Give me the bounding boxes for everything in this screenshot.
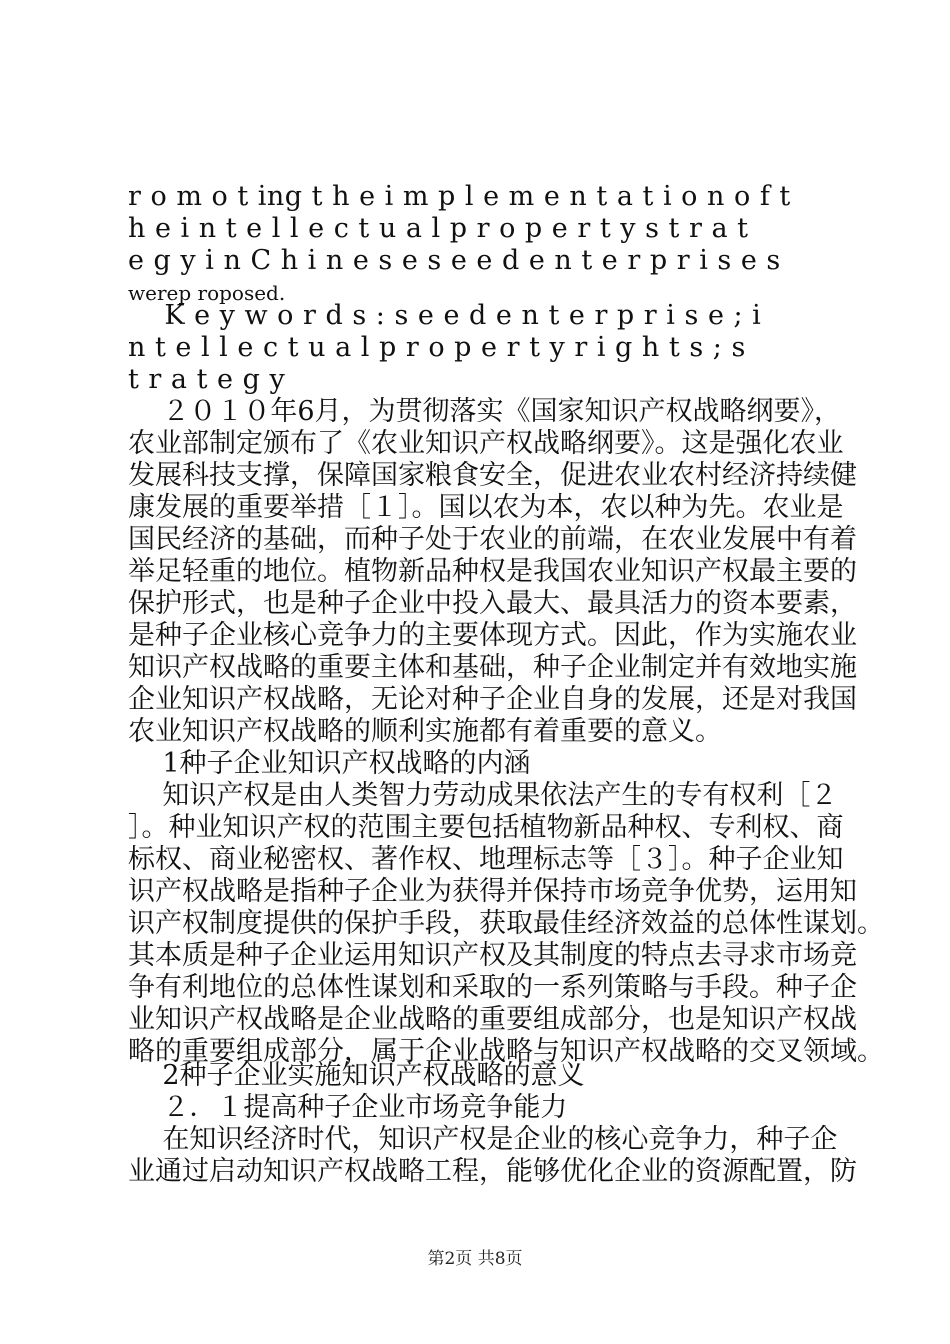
- body-line: 农业知识产权战略的顺利实施都有着重要的意义。: [128, 716, 722, 747]
- abstract-line: h e i n t e l l e c t u a l p r o p e r t y s t r a t: [128, 213, 749, 244]
- body-line: 其本质是种子企业运用知识产权及其制度的特点去寻求市场竞: [128, 940, 857, 971]
- body-line: 国民经济的基础，而种子处于农业的前端，在农业发展中有着: [128, 524, 857, 555]
- abstract-line: werep roposed.: [128, 281, 286, 305]
- body-line: 知识产权战略的重要主体和基础，种子企业制定并有效地实施: [128, 652, 857, 683]
- section-2: [128, 1060, 857, 1188]
- body-line: 标权、商业秘密权、著作权、地理标志等［３］。种子企业知: [128, 844, 844, 875]
- keywords-line: K e y w o r d s : s e e d e n t e r p r i s e ; i: [128, 300, 762, 331]
- section-heading: 2种子企业实施知识产权战略的意义: [128, 1060, 585, 1091]
- body-line: ２０１０年6月，为贯彻落实《国家知识产权战略纲要》，: [128, 396, 842, 427]
- subsection-heading: ２．１提高种子企业市场竞争能力: [128, 1092, 568, 1123]
- body-line: 争有利地位的总体性谋划和采取的一系列策略与手段。种子企: [128, 972, 857, 1003]
- keywords-line: n t e l l e c t u a l p r o p e r t y r i g h t s ; s: [128, 332, 746, 363]
- body-line: 业通过启动知识产权战略工程，能够优化企业的资源配置，防: [128, 1156, 857, 1187]
- body-line: 保护形式，也是种子企业中投入最大、最具活力的资本要素，: [128, 588, 857, 619]
- body-line: 发展科技支撑，保障国家粮食安全，促进农业农村经济持续健: [128, 460, 857, 491]
- keywords: [128, 300, 828, 396]
- body-line: 识产权战略是指种子企业为获得并保持市场竞争优势，运用知: [128, 876, 857, 907]
- abstract-en: [128, 181, 828, 309]
- body-line: 企业知识产权战略，无论对种子企业自身的发展，还是对我国: [128, 684, 857, 715]
- abstract-line: r o m o t ing t h e i m p l e m e n t a t i o n o f t: [128, 181, 791, 212]
- intro-paragraph: [128, 396, 884, 1068]
- keywords-line: t r a t e g y: [128, 364, 286, 395]
- body-line: 在知识经济时代，知识产权是企业的核心竞争力，种子企: [128, 1124, 838, 1155]
- body-line: ］。种业知识产权的范围主要包括植物新品种权、专利权、商: [128, 812, 844, 843]
- body-line: 康发展的重要举措［１］。国以农为本，农以种为先。农业是: [128, 492, 844, 523]
- page-footer: 第2页 共8页: [427, 1249, 523, 1269]
- body-line: 举足轻重的地位。植物新品种权是我国农业知识产权最主要的: [128, 556, 857, 587]
- body-line: 知识产权是由人类智力劳动成果依法产生的专有权利［２: [128, 780, 838, 811]
- body-line: 业知识产权战略是企业战略的重要组成部分，也是知识产权战: [128, 1004, 857, 1035]
- body-line: 是种子企业核心竞争力的主要体现方式。因此，作为实施农业: [128, 620, 857, 651]
- section-heading: 1种子企业知识产权战略的内涵: [128, 748, 531, 779]
- body-line: 农业部制定颁布了《农业知识产权战略纲要》。这是强化农业: [128, 428, 844, 459]
- abstract-line: e g y i n C h i n e s e s e e d e n t e r p r i s e s: [128, 245, 781, 276]
- body-line: 识产权制度提供的保护手段，获取最佳经济效益的总体性谋划。: [128, 908, 884, 939]
- body-line: 略的重要组成部分，属于企业战略与知识产权战略的交叉领域。: [128, 1036, 884, 1067]
